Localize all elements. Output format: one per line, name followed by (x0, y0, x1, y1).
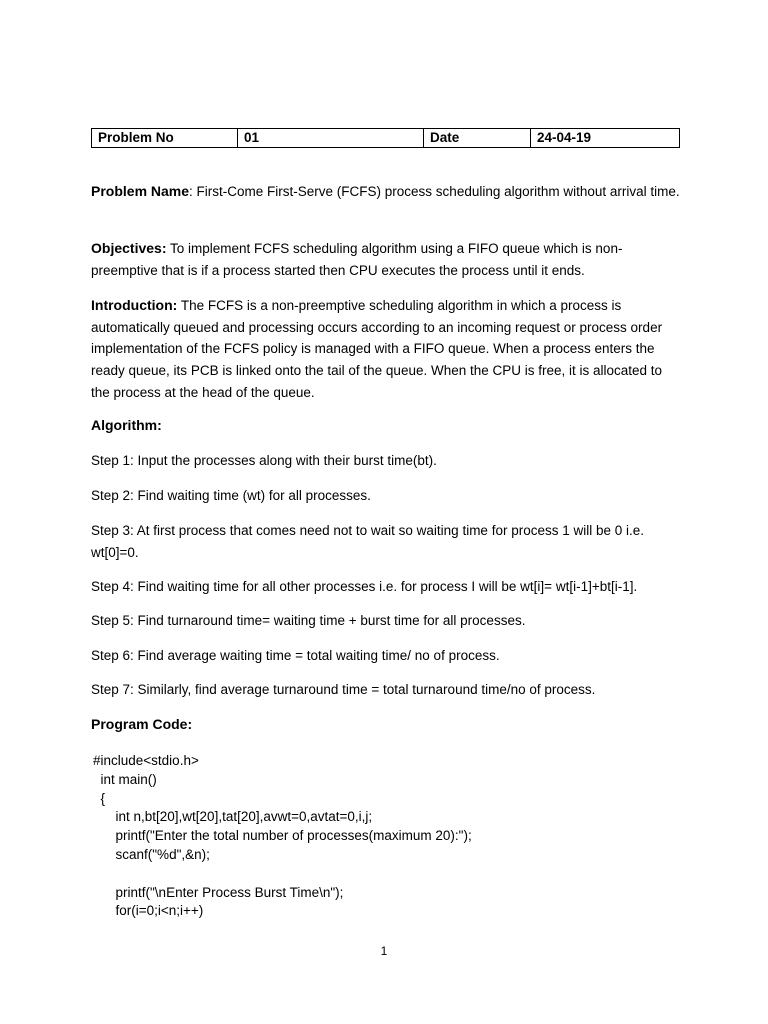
algorithm-step-5: Step 5: Find turnaround time= waiting time + burst time for all processes. (91, 613, 526, 628)
problem-name-paragraph (91, 181, 681, 203)
code-line: #include<stdio.h> (93, 753, 199, 768)
program-code-heading: Program Code: (91, 716, 193, 732)
objectives-label: Objectives: (91, 240, 167, 256)
date-label: Date (424, 129, 531, 148)
problem-name-text: : First-Come First-Serve (FCFS) process scheduling algorithm without arrival time. (189, 184, 680, 199)
code-line: printf("\nEnter Process Burst Time\n"); (93, 884, 344, 900)
algorithm-step-7: Step 7: Similarly, find average turnaround time = total turnaround time/no of process. (91, 682, 596, 697)
code-line (93, 865, 472, 884)
problem-header-row (92, 129, 680, 148)
algorithm-step-4: Step 4: Find waiting time for all other processes i.e. for process I will be wt[i]= wt[i-1]+bt[i-1]. (91, 579, 638, 594)
page-number: 1 (380, 944, 388, 958)
code-line: { (93, 790, 106, 806)
introduction-label: Introduction: (91, 297, 178, 313)
algorithm-step-2: Step 2: Find waiting time (wt) for all processes. (91, 488, 371, 503)
problem-header-table (91, 128, 680, 148)
objectives-paragraph (91, 238, 681, 281)
problem-no-label: Problem No (92, 129, 238, 148)
algorithm-step-1: Step 1: Input the processes along with their burst time(bt). (91, 453, 437, 468)
code-line: int n,bt[20],wt[20],tat[20],avwt=0,avtat=0,i,j; (93, 809, 373, 825)
problem-no-value: 01 (238, 129, 424, 148)
objectives-text: To implement FCFS scheduling algorithm using a FIFO queue which is non-preemptive that is if a process started then CPU executes the process until it ends. (91, 241, 623, 278)
code-line: printf("Enter the total number of processes(maximum 20):"); (93, 828, 472, 844)
problem-name-label: Problem Name (91, 183, 190, 199)
code-line: int main() (93, 771, 157, 787)
algorithm-heading: Algorithm: (91, 417, 162, 433)
introduction-text: The FCFS is a non-preemptive scheduling algorithm in which a process is automatically queued and processing occurs according to an incoming request or process order implementation of the FCFS policy is managed with a FIFO queue. When a process enters the ready queue, its PCB is linked onto the tail of the queue. When the CPU is free, it is allocated to the process at the head of the queue. (91, 298, 663, 400)
code-line: scanf("%d",&n); (93, 846, 210, 862)
algorithm-step-3: Step 3: At first process that comes need not to wait so waiting time for process 1 will be 0 i.e. wt[0]=0. (91, 523, 645, 560)
date-value: 24-04-19 (531, 129, 680, 148)
introduction-paragraph (91, 295, 681, 404)
program-code-block (93, 752, 472, 921)
code-line: for(i=0;i<n;i++) (93, 903, 204, 919)
algorithm-step-6: Step 6: Find average waiting time = total waiting time/ no of process. (91, 648, 500, 663)
